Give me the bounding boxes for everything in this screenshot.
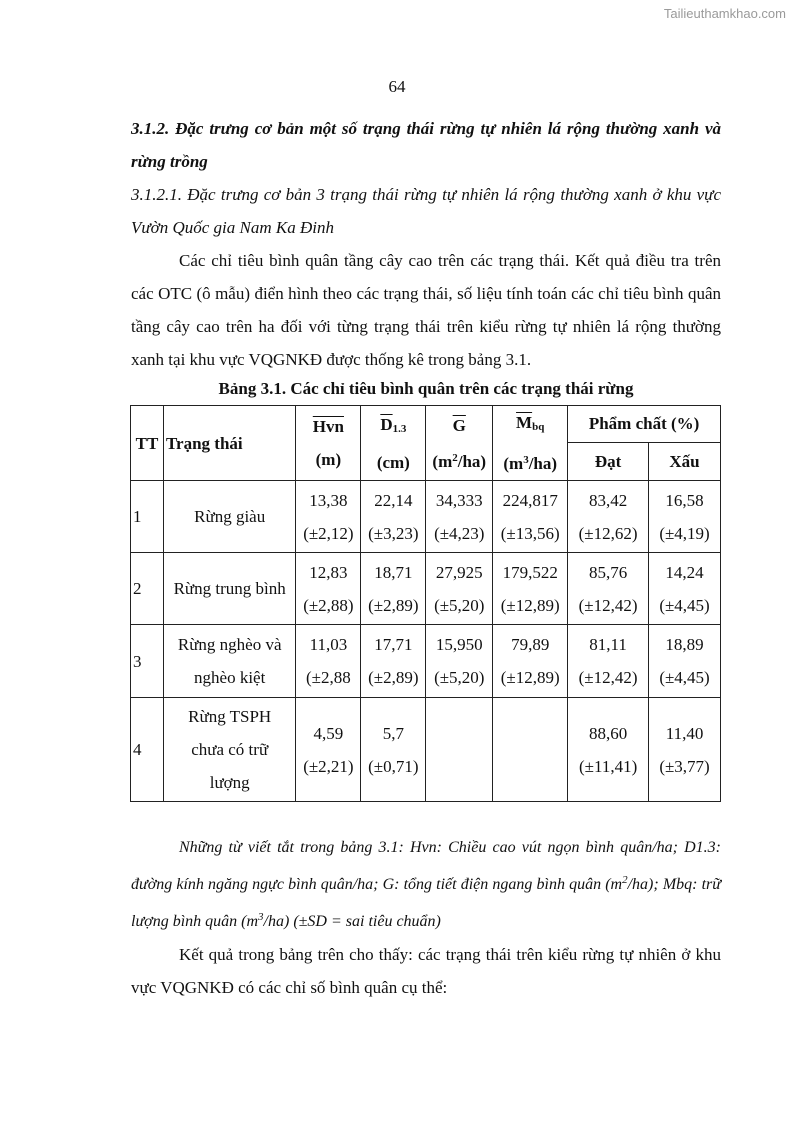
table-row: 3 Rừng nghèo và nghèo kiệt 11,03 (±2,88 17,71 (±2,89) 15,950 (±5,20) 79,89 (±12,89) 81,11 (±12,42) 18,89 (±4,45)	[131, 625, 721, 698]
header-d13-subscript: 1.3	[392, 422, 407, 435]
header-good: Đạt	[568, 442, 649, 480]
header-state: Trạng thái	[163, 406, 295, 481]
header-d13	[361, 406, 426, 481]
conclusion-paragraph: Kết quả trong bảng trên cho thấy: các trạng thái trên kiểu rừng tự nhiên ở khu vực VQGNKĐ có các chỉ số bình quân cụ thể:	[131, 945, 721, 997]
header-hvn-unit: (m)	[315, 450, 342, 469]
header-mbq-symbol: $\overline{M}$	[516, 413, 533, 432]
table-row: 4 Rừng TSPH chưa có trữ lượng 4,59 (±2,21) 5,7 (±0,71) 88,60 (±11,41) 11,40 (±3,77)	[131, 698, 721, 802]
table-row: 2 Rừng trung bình 12,83 (±2,88) 18,71 (±2,89) 27,925 (±5,20) 179,522 (±12,89) 85,76 (±12,42) 14,24 (±4,45)	[131, 553, 721, 625]
table-caption: Bảng 3.1. Các chỉ tiêu bình quân trên các trạng thái rừng	[218, 379, 634, 398]
watermark: Tailieuthamkhao.com	[663, 6, 786, 21]
subsection-heading: 3.1.2.1. Đặc trưng cơ bản 3 trạng thái rừng tự nhiên lá rộng thường xanh ở khu vực Vườn Quốc gia Nam Ka Đinh	[131, 185, 721, 237]
table-row: 1 Rừng giàu 13,38 (±2,12) 22,14 (±3,23) 34,333 (±4,23) 224,817 (±13,56) 83,42 (±12,62) 16,58 (±4,19)	[131, 481, 721, 553]
header-mbq: $\overline{M}bq$ $(m^3/ha)$	[493, 406, 568, 481]
header-g: $\overline{G}$ $(m^2/ha)$	[426, 406, 493, 481]
page-number: 64	[388, 77, 406, 96]
header-d13-unit: (cm)	[376, 452, 410, 472]
header-d13-symbol: $\overline{D}$	[380, 414, 393, 434]
header-g-symbol: $\overline{G}$	[452, 415, 466, 435]
page-content	[131, 112, 721, 1004]
header-quality: Phẩm chất (%)	[568, 406, 721, 443]
header-tt: TT	[131, 406, 164, 481]
forest-state-table	[130, 405, 721, 802]
header-mbq-subscript: bq	[532, 421, 545, 433]
intro-paragraph: Các chỉ tiêu bình quân tầng cây cao trên các trạng thái. Kết quả điều tra trên các OTC (ô mẫu) điển hình theo các trạng thái, số liệu tính toán các chỉ tiêu bình quân tầng cây cao trên ha đối với từng trạng thái trên kiểu rừng tự nhiên lá rộng thường xanh tại khu vực VQGNKĐ được thống kê trong bảng 3.1.	[131, 251, 721, 369]
abbreviation-note: Những từ viết tắt trong bảng 3.1: Hvn: Chiều cao vút ngọn bình quân/ha; D1.3: đường kính ngăng ngực bình quân/ha; G: tổng tiết điện ngang bình quân $(m^2/ha)$; Mbq: trữ lượng bình quân $(m^3/ha) (\pm SD$ = sai tiêu chuẩn)	[131, 839, 722, 930]
section-heading: 3.1.2. Đặc trưng cơ bản một số trạng thái rừng tự nhiên lá rộng thường xanh và rừng trồng	[131, 119, 721, 171]
header-hvn	[296, 406, 361, 481]
header-bad: Xấu	[649, 442, 721, 480]
header-hvn-symbol: $\overline{Hvn}$	[312, 417, 344, 436]
